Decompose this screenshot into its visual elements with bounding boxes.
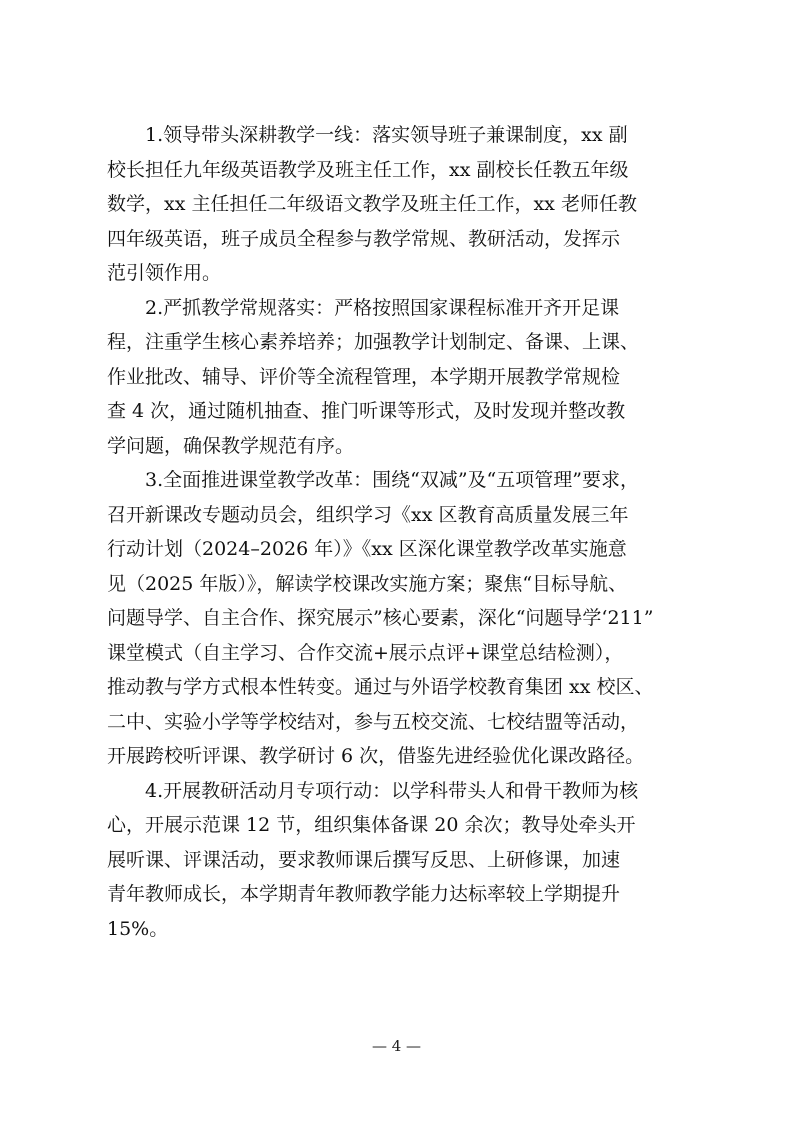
paragraph-line: 校长担任九年级英语教学及班主任工作，xx 副校长任教五年级 [107,158,629,181]
paragraph-line: 展听课、评课活动，要求教师课后撰写反思、上研修课，加速 [107,848,621,871]
paragraph-line: 二中、实验小学等学校结对，参与五校交流、七校结盟等活动， [107,710,640,733]
document-body [107,118,700,946]
paragraph-4 [107,774,700,947]
paragraph-line: 1.领导带头深耕教学一线：落实领导班子兼课制度，xx 副 [145,124,628,146]
paragraph-line: 数学，xx 主任担任二年级语文教学及班主任工作，xx 老师任教 [107,193,637,215]
paragraph-line: 4.开展教研活动月专项行动：以学科带头人和骨干教师为核 [145,779,639,802]
paragraph-line: 问题导学、自主合作、探究展示”核心要素，深化“问题导学‘211” [107,607,654,629]
paragraph-line: 行动计划（2024–2026 年）》《xx 区深化课堂教学改革实施意 [107,538,627,560]
paragraph-line: 见（2025 年版）》，解读学校课改实施方案；聚焦“目标导航、 [107,572,628,595]
page-number: — 4 — [371,1037,422,1055]
paragraph-line: 学问题，确保教学规范有序。 [107,434,355,457]
paragraph-3 [107,463,700,774]
paragraph-line: 程，注重学生核心素养培养；加强教学计划制定、备课、上课、 [107,331,640,353]
paragraph-line: 青年教师成长，本学期青年教师教学能力达标率较上学期提升 [107,883,621,905]
paragraph-line: 心，开展示范课 12 节，组织集体备课 20 余次；教导处牵头开 [107,814,636,836]
paragraph-line: 课堂模式（自主学习、合作交流+展示点评+课堂总结检测）， [107,641,624,664]
paragraph-line: 2.严抓教学常规落实：严格按照国家课程标准开齐开足课 [145,296,620,319]
paragraph-line: 范引领作用。 [107,262,222,284]
paragraph-line: 召开新课改专题动员会，组织学习《xx 区教育高质量发展三年 [107,503,629,526]
paragraph-line: 四年级英语，班子成员全程参与教学常规、教研活动，发挥示 [107,227,621,250]
paragraph-line: 15%。 [107,917,169,940]
paragraph-line: 查 4 次，通过随机抽查、推门听课等形式，及时发现并整改教 [107,400,626,422]
paragraph-line: 作业批改、辅导、评价等全流程管理，本学期开展教学常规检 [107,365,621,388]
paragraph-line: 3.全面推进课堂教学改革：围绕“双减”及“五项管理”要求， [145,469,639,491]
paragraph-1 [107,118,700,291]
paragraph-line: 推动教与学方式根本性转变。通过与外语学校教育集团 xx 校区、 [107,676,654,698]
paragraph-line: 开展跨校听评课、教学研讨 6 次，借鉴先进经验优化课改路径。 [107,745,645,767]
paragraph-2 [107,291,700,464]
